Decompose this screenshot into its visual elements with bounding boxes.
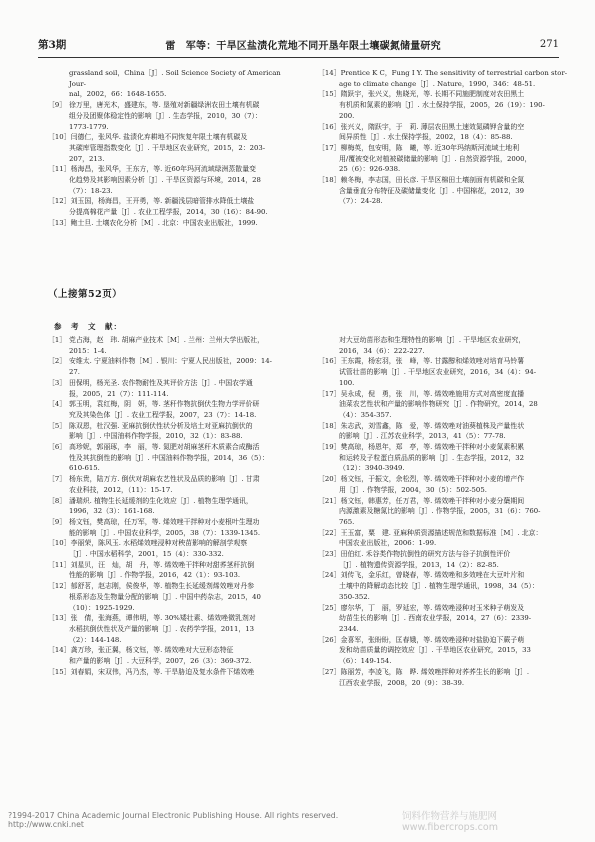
reference-entry	[318, 389, 568, 400]
reference-text: 朱志武，刘雪鑫，陈 爱，等. 烯效唑对油葵植株及产量性状	[340, 421, 525, 430]
reference-entry	[318, 528, 568, 539]
reference-entry	[48, 667, 298, 678]
reference-entry	[48, 560, 298, 571]
reference-text: 207，213.	[69, 154, 105, 163]
reference-entry	[48, 218, 298, 229]
reference-entry	[318, 68, 568, 79]
reference-text: 用［J］. 作物学报，2004，30（5）：502-505.	[339, 485, 487, 494]
reference-text: age to climate change［J］. Nature，1990，346：48-51.	[339, 79, 536, 88]
reference-text: 和运转及子粒蛋白质品质的影响［J］. 生态学报，2012，32	[339, 453, 525, 462]
reference-entry	[48, 496, 298, 507]
reference-text: （7）：24-28.	[339, 197, 383, 206]
reference-text: Prentice K C，Fung I Y. The sensitivity of terrestrial carbon stor-	[340, 69, 568, 77]
reference-text: 刘玉国，杨海昌，王开勇，等. 新疆浅层暗管排水降低土壤盐	[70, 197, 255, 206]
reference-text: 有机质和氮素的影响［J］. 水土保持学报，2005，26（19）：190-	[339, 101, 545, 110]
reference-text: 350-352.	[339, 592, 370, 601]
reference-entry	[318, 635, 568, 646]
reference-text: （12）：3940-3949.	[339, 464, 405, 473]
reference-number: ［14］	[318, 69, 341, 77]
reference-list-top-left	[48, 68, 298, 229]
reference-text: 江西农业学报，2008，20（9）：38-39.	[339, 678, 465, 687]
reference-text: 柳梅英，包安明，陈 曦，等. 近30年玛纳斯河流域土地利	[340, 143, 520, 152]
reference-entry	[48, 196, 298, 207]
reference-entry	[48, 100, 298, 111]
reference-entry	[48, 613, 298, 624]
reference-text: 党占海，赵 玮. 胡麻产业技术［M］. 兰州：兰州大学出版社，	[69, 336, 264, 344]
reference-entry	[318, 421, 568, 432]
reference-text: 中国农业出版社，2006：1-99.	[339, 539, 437, 548]
reference-number: ［11］	[48, 560, 71, 569]
reference-text: 1996，32（3）：161-168.	[69, 507, 155, 516]
reference-text: 性及其抗倒性的影响［J］. 中国油料作物学报，2014，36（5）：	[69, 453, 269, 462]
reference-number: ［25］	[318, 603, 341, 612]
reference-text: 影响［J］. 中国油料作物学报，2010，32（1）：83-88.	[69, 432, 243, 441]
running-title: 雷 军等：干旱区盐渍化荒地不同开垦年限土壤碳氮储量研究	[165, 40, 441, 52]
reference-text: 化趋势及其影响因素分析［J］. 干旱区资源与环境，2014，28	[69, 176, 261, 185]
reference-entry	[48, 164, 298, 175]
reference-number: ［1］	[48, 336, 67, 344]
reference-entry	[48, 421, 298, 432]
reference-text: 隋跃宇，张兴义，焦晓光，等. 长期不同施肥制度对农田黑土	[340, 90, 525, 99]
reference-text: 刘星贝，汪 灿，胡 丹，等. 烯效唑干拌种对甜荞茎秆抗倒	[70, 560, 255, 569]
reference-text: 廖尔华，丁 丽，罗延宏，等. 烯效唑浸种对玉米种子萌发及	[340, 603, 525, 612]
reference-entry	[48, 581, 298, 592]
reference-text: 吴永成，倪 勇，张 川，等. 烯效唑施用方式对高密度直播	[340, 389, 525, 398]
reference-number: ［17］	[318, 389, 341, 398]
reference-number: ［9］	[48, 101, 67, 110]
reference-text: 2015：1-4.	[69, 346, 107, 355]
reference-entry	[48, 335, 298, 346]
reference-number: ［23］	[318, 550, 341, 559]
reference-number: ［27］	[318, 667, 341, 676]
header-rule	[38, 57, 559, 58]
reference-text: 的影响［J］. 江苏农业科学，2013，41（5）：77-78.	[339, 432, 506, 441]
references-heading: 参 考 文 献：	[54, 322, 122, 331]
reference-text: 报，2005，21（7）：111-114.	[69, 389, 169, 398]
reference-text: 能的影响［J］. 中国农业科学，2005，38（7）：1339-1345.	[69, 528, 261, 537]
reference-number: ［18］	[318, 176, 341, 185]
reference-text: 李丽荣，陈风玉. 水稻烯效唑浸种对秧苗影响的解剖学观察	[70, 539, 248, 548]
reference-text: 间异质性［J］. 水土保持学报，2002，18（4）：85-88.	[339, 133, 513, 142]
reference-text: 水稻抗倒伏性状及产量的影响［J］. 农药学学报，2011，13	[69, 624, 255, 633]
reference-text: 龚万珍，张正翼，杨文钰，等. 烯效唑对大豆形态特征	[70, 646, 234, 655]
reference-number: ［7］	[48, 475, 67, 484]
reference-number: ［3］	[48, 378, 67, 387]
issue-label: 第3期	[38, 38, 67, 51]
reference-text: 27.	[69, 368, 80, 377]
reference-text: 性能的影响［J］. 作物学报，2016，42（1）：93-103.	[69, 571, 241, 580]
reference-text: 陈双恩，杜汉强. 亚麻抗倒伏性状分析及培土对亚麻抗倒伏的	[69, 421, 253, 430]
reference-text: 陈丽芳，李凌飞，陈 晔. 烯效唑拌种对荞荞生长的影响［J］.	[340, 667, 530, 676]
reference-entry	[318, 175, 568, 186]
watermark: 饲料作物营养与施肥网 www.fibercrops.com	[401, 810, 498, 833]
reference-text: 高珍妮，郭丽琢，李 丽，等. 氮肥对胡麻茎秆木质素合成酶活	[69, 443, 260, 452]
reference-text: 刘春娟，宋双伟，冯乃杰，等. 干旱胁迫及复水条件下烯效唑	[70, 667, 255, 676]
reference-number: ［14］	[48, 646, 71, 655]
reference-text: 2344.	[339, 624, 359, 633]
reference-entry	[318, 667, 568, 678]
reference-text: 刘传飞，金乐红，曾晓春，等. 烯效唑和多效唑在大豆叶片和	[340, 571, 525, 580]
reference-entry	[318, 496, 568, 507]
reference-text: 发和幼苗质量的调控效应［J］. 干旱地区农业研究，2015，33	[339, 646, 531, 655]
reference-text: 200.	[339, 111, 355, 120]
reference-text: ［J］. 中国水稻科学，2001，15（4）：330-332.	[69, 550, 224, 559]
reference-text: grassland soil，China［J］. Soil Science Society of American Jour-	[69, 69, 281, 88]
reference-entry	[48, 442, 298, 453]
reference-text: 和产量的影响［J］. 大豆科学，2007，26（3）：369-372.	[69, 657, 252, 666]
reference-entry	[318, 442, 568, 453]
reference-text: 分提高棉花产量［J］. 农业工程学报，2014，30（16）：84-90.	[69, 208, 268, 217]
reference-text: （7）：18-23.	[69, 186, 113, 195]
reference-text: 赖冬梅，李志国，田长彦. 干旱区棉田土壤剖面有机碳和全氮	[340, 176, 525, 185]
reference-text: 试管壮苗的影响［J］. 干旱地区农业研究，2016，34（4）：94-	[339, 368, 537, 377]
reference-number: ［6］	[48, 443, 67, 452]
reference-entry	[318, 122, 568, 133]
reference-number: ［22］	[318, 528, 341, 537]
reference-text: 王东霞，杨宏羽，张 峰，等. 甘露醇和烯效唑对培育马铃薯	[340, 357, 525, 366]
reference-number: ［13］	[48, 614, 71, 623]
reference-text: 樊高琼，杨恩年，郑 亭，等. 烯效唑干拌种对小麦氮素积累	[340, 443, 525, 452]
reference-text: 其碳库管理指数变化［J］. 干旱地区农业研究，2015，2：203-	[69, 143, 266, 152]
reference-entry	[48, 356, 298, 367]
reference-number: ［15］	[48, 667, 71, 676]
reference-text: 幼苗生长的影响［J］. 西南农业学报，2014，27（6）：2339-	[339, 614, 532, 623]
reference-text: 杨东贵，陆万方. 倒伏对胡麻农艺性状及品质的影响［J］. 甘肃	[69, 475, 260, 484]
reference-text: 对大豆幼苗形态和生理特性的影响［J］. 干旱地区农业研究，	[339, 336, 526, 344]
reference-text: 田保明，杨光圣. 农作物耐性及其评价方法［J］. 中国农学通	[69, 378, 253, 387]
reference-number: ［12］	[48, 582, 71, 591]
reference-text: 杨文钰，于振文，余松烈，等. 烯效唑干拌种对小麦的增产作	[340, 475, 525, 484]
reference-text: 杨海昌，张风华，王东方，等. 近60年玛河流域绿洲蒸散量变	[70, 165, 256, 174]
reference-number: ［12］	[48, 197, 71, 206]
page-number: 271	[539, 38, 559, 50]
reference-number: ［26］	[318, 635, 341, 644]
reference-text: 潘瑞炽. 植物生长延缓剂的生化效应［J］. 植物生理学通讯，	[69, 496, 253, 505]
reference-text: nal，2002，66：1648-1655.	[69, 90, 167, 99]
reference-text: 安维太. 宁夏油料作物［M］. 银川：宁夏人民出版社，2009：14-	[69, 357, 272, 366]
reference-entry	[318, 474, 568, 485]
reference-list-bottom-left	[48, 335, 298, 678]
reference-number: ［18］	[318, 421, 341, 430]
reference-number: ［21］	[318, 496, 341, 505]
reference-number: ［11］	[48, 165, 71, 174]
reference-text: 究及其染色体［J］. 农业工程学报，2007，23（7）：14-18.	[69, 410, 257, 419]
reference-text: 100.	[339, 378, 355, 387]
reference-number: ［2］	[48, 357, 67, 366]
reference-text: 用/覆被变化对植被碳储量的影响［J］. 自然资源学报，2000，	[339, 154, 532, 163]
reference-text: （4）：354-357.	[339, 410, 392, 419]
reference-number: ［10］	[48, 539, 71, 548]
reference-list-bottom-right	[318, 335, 568, 688]
reference-entry	[318, 603, 568, 614]
reference-text: 内源激素及糖氮比的影响［J］. 作物学报，2005，31（6）：760-	[339, 507, 541, 516]
reference-text: 根系形态及生物量分配的影响［J］. 中国中药杂志，2015，40	[69, 592, 261, 601]
reference-entry	[48, 399, 298, 410]
reference-text: 张 倩，张海燕，谭伟明，等. 30%矮壮素、烯效唑微乳剂对	[70, 614, 256, 623]
reference-entry	[318, 143, 568, 154]
reference-entry	[48, 378, 298, 389]
reference-text: 含量垂直分布特征及碳储量变化［J］. 中国棉花，2012，39	[339, 186, 525, 195]
reference-text: 杨文钰，樊高琼，任万军，等. 烯效唑干拌种对小麦根叶生理功	[69, 517, 260, 526]
reference-text: 田伯红. 禾谷类作物抗倒性的研究方法与谷子抗倒性评价	[340, 550, 511, 559]
reference-list-top-right	[318, 68, 568, 207]
reference-entry	[48, 474, 298, 485]
reference-text: 金喜军，张盼盼，匡春娥，等. 烯效唑浸种对盐胁迫下蕨子萌	[340, 635, 525, 644]
reference-text: （6）：149-154.	[339, 657, 392, 666]
page-footer	[8, 810, 589, 833]
reference-text: 鲍士旦. 土壤农化分析［M］. 北京：中国农业出版社，1999.	[70, 218, 258, 227]
reference-text: （10）：1925-1929.	[69, 603, 135, 612]
reference-text: 闫德仁，张风华. 盐渍化弃耕地不同恢复年限土壤有机碳及	[70, 133, 248, 142]
reference-text: 765.	[339, 517, 355, 526]
reference-text: 农业科技，2012，（11）：15-17.	[69, 485, 173, 494]
reference-text: 郁舒茗，赵志刚，侯俊华，等. 植物生长延缓剂烯效唑对丹参	[70, 582, 255, 591]
reference-text: 610-615.	[69, 464, 100, 473]
reference-text: 王玉富，粟 建. 亚麻种质资源描述规范和数据标准［M］. 北京：	[340, 528, 543, 537]
reference-number: ［17］	[318, 143, 341, 152]
reference-number: ［19］	[318, 443, 341, 452]
reference-entry	[48, 538, 298, 549]
reference-number: ［5］	[48, 421, 67, 430]
reference-number: ［10］	[48, 133, 71, 142]
reference-text: ［J］. 植物遗传资源学报，2013，14（2）：82-85.	[339, 560, 499, 569]
reference-text: 2016，34（6）：222-227.	[339, 346, 425, 355]
reference-number: ［4］	[48, 400, 67, 409]
reference-entry	[48, 517, 298, 528]
continued-from-label: （上接第52页）	[48, 289, 123, 300]
copyright-line: ?1994-2017 China Academic Journal Electronic Publishing House. All rights reserved. http://www.cnki.net	[8, 811, 339, 829]
reference-number: ［24］	[318, 571, 341, 580]
reference-text: 油菜农艺性状和产量的影响作物研究［J］. 作物研究，2014，28	[339, 400, 538, 409]
reference-number: ［8］	[48, 496, 67, 505]
reference-entry	[48, 132, 298, 143]
reference-entry	[318, 549, 568, 560]
reference-text: 张兴义，隋跃宇，于 莉. 薄层农田黑土速效氮磷钾含量的空	[340, 122, 525, 131]
reference-entry	[48, 645, 298, 656]
reference-entry	[318, 89, 568, 100]
reference-text: 土壤中的降解动态比较［J］. 植物生理学通讯，1998，34（5）：	[339, 582, 539, 591]
running-header	[38, 34, 559, 54]
reference-entry	[318, 356, 568, 367]
reference-text: 25（6）：926-938.	[339, 165, 401, 174]
reference-text: 1773-1779.	[69, 122, 109, 131]
reference-number: ［15］	[318, 90, 341, 99]
reference-text: 组分及团聚体稳定性的影响［J］. 生态学报，2010，30（7）：	[69, 111, 262, 120]
reference-text: 郭玉明，袁红梅，阴 妍，等. 茎秆作物抗倒伏生物力学评价研	[69, 400, 260, 409]
reference-text: 杨文钰，韩惠芳，任万君，等. 烯效唑干拌种对小麦分蘖期间	[340, 496, 525, 505]
reference-entry	[318, 570, 568, 581]
reference-number: ［20］	[318, 475, 341, 484]
reference-number: ［16］	[318, 357, 341, 366]
reference-number: ［16］	[318, 122, 341, 131]
reference-number: ［13］	[48, 218, 71, 227]
reference-text: 徐万里，唐光木，盛建东，等. 垦殖对新疆绿洲农田土壤有机碳	[69, 101, 260, 110]
reference-number: ［9］	[48, 517, 67, 526]
reference-text: （2）：144-148.	[69, 635, 122, 644]
